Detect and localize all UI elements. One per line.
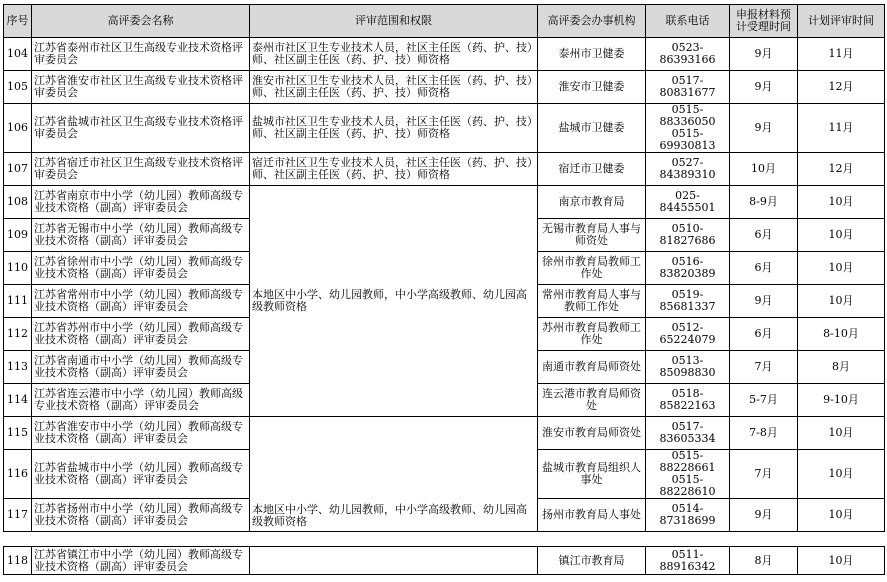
office: 淮安市卫健委 bbox=[538, 71, 646, 104]
review-committee-table bbox=[3, 4, 885, 532]
accept-time: 7-8月 bbox=[730, 417, 798, 450]
table-row bbox=[4, 186, 885, 219]
phone bbox=[646, 104, 730, 153]
phone-number: 0516-83820389 bbox=[659, 255, 716, 280]
review-time: 10月 bbox=[798, 417, 885, 450]
phone bbox=[646, 252, 730, 285]
review-time: 10月 bbox=[798, 450, 885, 499]
committee-name: 江苏省扬州市中小学（幼儿园）教师高级专业技术资格（副高）评审委员会 bbox=[32, 499, 250, 532]
phone bbox=[646, 417, 730, 450]
phone-number: 0523-86393166 bbox=[659, 41, 716, 66]
accept-time: 7月 bbox=[730, 351, 798, 384]
row-no: 109 bbox=[4, 219, 32, 252]
phone-number: 0517-83605334 bbox=[659, 420, 716, 445]
phone-number: 025-84455501 bbox=[659, 189, 716, 214]
table-row bbox=[4, 547, 885, 575]
review-time: 10月 bbox=[798, 499, 885, 532]
review-time: 10月 bbox=[798, 219, 885, 252]
row-no: 107 bbox=[4, 153, 32, 186]
header-name: 高评委会名称 bbox=[32, 5, 250, 38]
phone bbox=[646, 285, 730, 318]
office: 镇江市教育局 bbox=[538, 547, 646, 575]
office: 苏州市教育局教师工作处 bbox=[538, 318, 646, 351]
office: 南通市教育局师资处 bbox=[538, 351, 646, 384]
phone-number: 0513-85098830 bbox=[659, 354, 716, 379]
row-no: 105 bbox=[4, 71, 32, 104]
office: 徐州市教育局教师工作处 bbox=[538, 252, 646, 285]
office: 盐城市卫健委 bbox=[538, 104, 646, 153]
row-no: 115 bbox=[4, 417, 32, 450]
phone-number: 0514-87318699 bbox=[659, 502, 716, 527]
phone-number: 0515-88228661 bbox=[659, 449, 716, 474]
phone bbox=[646, 38, 730, 71]
header-row bbox=[4, 5, 885, 38]
phone-number: 0512-65224079 bbox=[659, 321, 716, 346]
committee-name: 江苏省南通市中小学（幼儿园）教师高级专业技术资格（副高）评审委员会 bbox=[32, 351, 250, 384]
phone-number: 0515-88336050 bbox=[659, 103, 716, 128]
accept-time: 9月 bbox=[730, 499, 798, 532]
row-no: 117 bbox=[4, 499, 32, 532]
office: 扬州市教育局人事处 bbox=[538, 499, 646, 532]
review-scope: 泰州市社区卫生专业技术人员，社区主任医（药、护、技）师、社区副主任医（药、护、技）师资格 bbox=[250, 38, 538, 71]
accept-time: 5-7月 bbox=[730, 384, 798, 417]
phone-number: 0518-85822163 bbox=[659, 387, 716, 412]
committee-name: 江苏省淮安市中小学（幼儿园）教师高级专业技术资格（副高）评审委员会 bbox=[32, 417, 250, 450]
row-no: 114 bbox=[4, 384, 32, 417]
phone bbox=[646, 318, 730, 351]
phone bbox=[646, 499, 730, 532]
row-no: 111 bbox=[4, 285, 32, 318]
committee-name: 江苏省盐城市中小学（幼儿园）教师高级专业技术资格（副高）评审委员会 bbox=[32, 450, 250, 499]
office: 连云港市教育局师资处 bbox=[538, 384, 646, 417]
accept-time: 8月 bbox=[730, 547, 798, 575]
office: 淮安市教育局师资处 bbox=[538, 417, 646, 450]
committee-name: 江苏省泰州市社区卫生高级专业技术资格评审委员会 bbox=[32, 38, 250, 71]
phone-number: 0510-81827686 bbox=[659, 222, 716, 247]
phone bbox=[646, 186, 730, 219]
row-no: 110 bbox=[4, 252, 32, 285]
office: 无锡市教育局人事与师资处 bbox=[538, 219, 646, 252]
header-accept-time: 申报材料预计受理时间 bbox=[730, 5, 798, 38]
accept-time: 8-9月 bbox=[730, 186, 798, 219]
committee-name: 江苏省无锡市中小学（幼儿园）教师高级专业技术资格（副高）评审委员会 bbox=[32, 219, 250, 252]
phone-number: 0517-80831677 bbox=[659, 74, 716, 99]
row-no: 116 bbox=[4, 450, 32, 499]
review-time: 10月 bbox=[798, 285, 885, 318]
review-scope bbox=[250, 547, 538, 575]
phone bbox=[646, 153, 730, 186]
phone bbox=[646, 351, 730, 384]
office: 盐城市教育局组织人事处 bbox=[538, 450, 646, 499]
accept-time: 10月 bbox=[730, 153, 798, 186]
committee-name: 江苏省苏州市中小学（幼儿园）教师高级专业技术资格（副高）评审委员会 bbox=[32, 318, 250, 351]
accept-time: 9月 bbox=[730, 104, 798, 153]
committee-name: 江苏省常州市中小学（幼儿园）教师高级专业技术资格（副高）评审委员会 bbox=[32, 285, 250, 318]
header-office: 高评委会办事机构 bbox=[538, 5, 646, 38]
row-no: 118 bbox=[4, 547, 32, 575]
office: 常州市教育局人事与教师工作处 bbox=[538, 285, 646, 318]
phone bbox=[646, 450, 730, 499]
review-time: 9-10月 bbox=[798, 384, 885, 417]
phone-number-2: 0515-69930813 bbox=[659, 127, 716, 152]
accept-time: 6月 bbox=[730, 318, 798, 351]
table-row bbox=[4, 71, 885, 104]
accept-time: 7月 bbox=[730, 450, 798, 499]
row-no: 113 bbox=[4, 351, 32, 384]
committee-name: 江苏省镇江市中小学（幼儿园）教师高级专业技术资格（副高）评审委员会 bbox=[32, 547, 250, 575]
accept-time: 9月 bbox=[730, 38, 798, 71]
review-time: 10月 bbox=[798, 252, 885, 285]
accept-time: 6月 bbox=[730, 252, 798, 285]
table-row bbox=[4, 38, 885, 71]
review-time: 11月 bbox=[798, 38, 885, 71]
table-row bbox=[4, 104, 885, 153]
review-scope: 盐城市社区卫生专业技术人员，社区主任医（药、护、技）师、社区副主任医（药、护、技）师资格 bbox=[250, 104, 538, 153]
row-no: 106 bbox=[4, 104, 32, 153]
review-time: 8月 bbox=[798, 351, 885, 384]
review-scope-merged: 本地区中小学、幼儿园教师，中小学高级教师、幼儿园高级教师资格 bbox=[250, 186, 538, 417]
review-scope: 宿迁市社区卫生专业技术人员，社区主任医（药、护、技）师、社区副主任医（药、护、技）师资格 bbox=[250, 153, 538, 186]
header-no: 序号 bbox=[4, 5, 32, 38]
review-time: 12月 bbox=[798, 153, 885, 186]
header-scope: 评审范围和权限 bbox=[250, 5, 538, 38]
phone: 0511-88916342 bbox=[646, 547, 730, 575]
office: 南京市教育局 bbox=[538, 186, 646, 219]
phone bbox=[646, 71, 730, 104]
table-row bbox=[4, 153, 885, 186]
phone-number: 0519-85681337 bbox=[659, 288, 716, 313]
review-scope-merged: 本地区中小学、幼儿园教师，中小学高级教师、幼儿园高级教师资格 bbox=[250, 417, 538, 532]
row-no: 104 bbox=[4, 38, 32, 71]
table-row bbox=[4, 417, 885, 450]
header-review-time: 计划评审时间 bbox=[798, 5, 885, 38]
review-committee-table-continued bbox=[3, 546, 885, 575]
committee-name: 江苏省徐州市中小学（幼儿园）教师高级专业技术资格（副高）评审委员会 bbox=[32, 252, 250, 285]
committee-name: 江苏省宿迁市社区卫生高级专业技术资格评审委员会 bbox=[32, 153, 250, 186]
review-time: 12月 bbox=[798, 71, 885, 104]
row-no: 108 bbox=[4, 186, 32, 219]
accept-time: 9月 bbox=[730, 71, 798, 104]
accept-time: 6月 bbox=[730, 219, 798, 252]
accept-time: 9月 bbox=[730, 285, 798, 318]
row-no: 112 bbox=[4, 318, 32, 351]
review-time: 10月 bbox=[798, 547, 885, 575]
phone bbox=[646, 384, 730, 417]
review-time: 10月 bbox=[798, 186, 885, 219]
committee-name: 江苏省连云港市中小学（幼儿园）教师高级专业技术资格（副高）评审委员会 bbox=[32, 384, 250, 417]
review-time: 11月 bbox=[798, 104, 885, 153]
phone-number-2: 0515-88228610 bbox=[659, 473, 716, 498]
committee-name: 江苏省南京市中小学（幼儿园）教师高级专业技术资格（副高）评审委员会 bbox=[32, 186, 250, 219]
phone bbox=[646, 219, 730, 252]
header-phone: 联系电话 bbox=[646, 5, 730, 38]
office: 泰州市卫健委 bbox=[538, 38, 646, 71]
committee-name: 江苏省淮安市社区卫生高级专业技术资格评审委员会 bbox=[32, 71, 250, 104]
phone-number: 0527-84389310 bbox=[659, 156, 716, 181]
review-scope: 淮安市社区卫生专业技术人员，社区主任医（药、护、技）师、社区副主任医（药、护、技）师资格 bbox=[250, 71, 538, 104]
review-time: 8-10月 bbox=[798, 318, 885, 351]
committee-name: 江苏省盐城市社区卫生高级专业技术资格评审委员会 bbox=[32, 104, 250, 153]
office: 宿迁市卫健委 bbox=[538, 153, 646, 186]
